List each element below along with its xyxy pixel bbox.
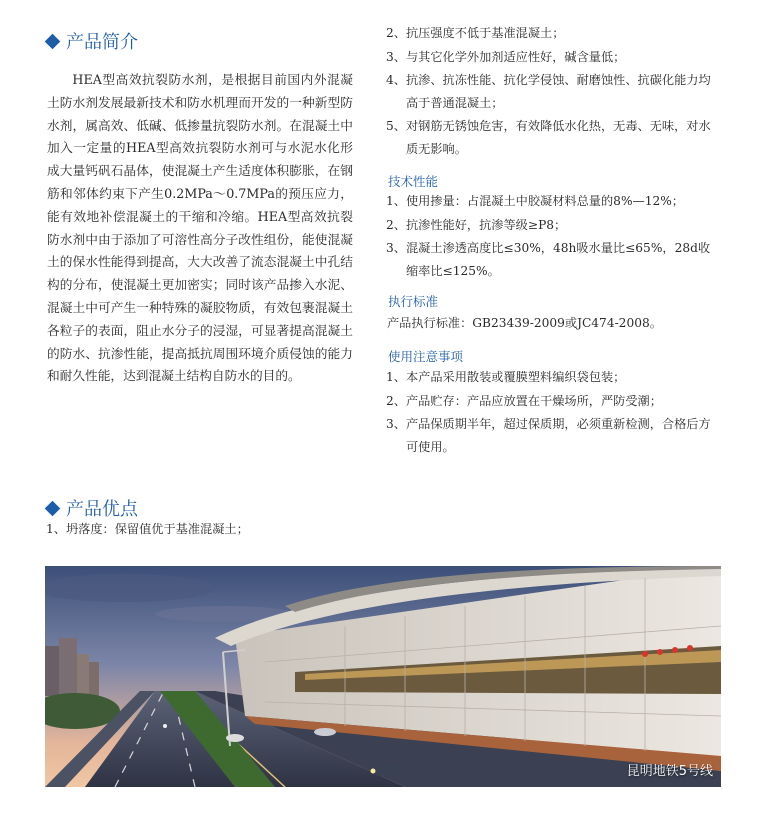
list-item: 2、 抗压强度不低于基准混凝土； (386, 26, 565, 40)
advantages-list-right (386, 22, 716, 161)
list-item: 3、 混凝土渗透高度比≤30%，48h吸水量比≤65%，28d收缩率比≤125%。 (386, 241, 711, 278)
advantages-heading-text: 产品优点 (66, 499, 138, 520)
notes-heading: 使用注意事项 (388, 349, 464, 364)
metro-station-photo (45, 566, 721, 787)
diamond-icon (45, 500, 61, 516)
list-item: 2、 抗渗性能好，抗渗等级≥P8； (386, 217, 567, 232)
list-item: 1、 使用掺量：占混凝土中胶凝材料总量的8%—12%； (386, 194, 684, 208)
list-item: 1、 坍落度：保留值优于基准混凝土； (46, 522, 249, 536)
list-item: 1、 本产品采用散装或覆膜塑料编织袋包装； (386, 370, 626, 384)
intro-heading-text: 产品简介 (66, 32, 138, 53)
standard-text: 产品执行标准：GB23439-2009或JC474-2008。 (387, 316, 662, 330)
diamond-icon (45, 33, 61, 49)
metro-station-illustration (45, 566, 721, 787)
standard-heading: 执行标准 (388, 294, 439, 309)
list-item: 5、 对钢筋无锈蚀危害，有效降低水化热，无毒、无味，对水质无影响。 (386, 119, 711, 156)
tech-list (386, 190, 716, 283)
list-item: 3、 与其它化学外加剂适应性好，碱含量低； (386, 49, 626, 64)
photo-caption: 昆明地铁5号线 (626, 764, 713, 779)
tech-heading: 技术性能 (388, 174, 439, 189)
list-item: 2、 产品贮存：产品应放置在干燥场所，严防受潮； (386, 393, 662, 408)
notes-list (386, 366, 716, 459)
list-item: 4、 抗渗、抗冻性能、抗化学侵蚀、耐磨蚀性、抗碳化能力均高于普通混凝土； (386, 73, 711, 110)
intro-paragraph: HEA型高效抗裂防水剂，是根据目前国内外混凝土防水剂发展最新技术和防水机理而开发的一种新型防水剂，属高效、低碱、低掺量抗裂防水剂。在混凝土中加入一定量的HEA型高效抗裂防水剂可与水泥水化形成大量钙矾石晶体，使混凝土产生适度体积膨胀，在钢筋和邻体约束下产生0.2MPa～0.7MPa的预压应力，能有效地补偿混凝土的干缩和冷缩。HEA型高效抗裂防水剂中由于添加了可溶性高分子改性组份，能使混凝土的保水性能得到提高，大大改善了流态混凝土中孔结构的分布，使混凝土更加密实；同时该产品掺入水泥、混凝土中可产生一种特殊的凝胶物质，有效包裹混凝土各粒子的表面，阻止水分子的浸湿，可显著提高混凝土的防水、抗渗性能，提高抵抗周围环境介质侵蚀的能力和耐久性能，达到混凝土结构自防水的目的。 (47, 72, 353, 384)
list-item: 3、 产品保质期半年，超过保质期，必须重新检测，合格后方可使用。 (386, 417, 711, 454)
intro-heading (44, 28, 138, 54)
advantages-list-left (46, 518, 366, 542)
